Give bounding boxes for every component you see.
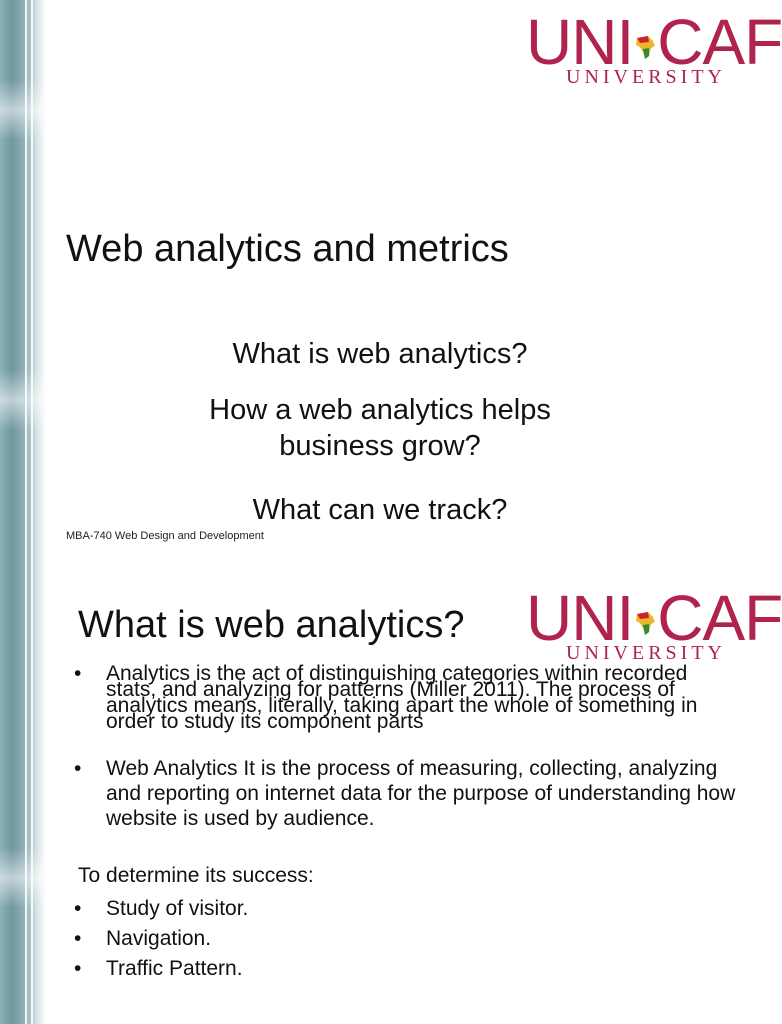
unicaf-logo	[526, 6, 782, 89]
bullet-icon: •	[74, 897, 82, 920]
slide-2	[0, 548, 782, 1024]
subtitle-line: How a web analytics helps business grow?	[209, 394, 551, 462]
success-list	[72, 896, 742, 981]
logo-subtitle: UNIVERSITY	[566, 642, 726, 664]
bullet-text: Web Analytics It is the process of measuring, collecting, analyzing and reporting on internet data for the purpose of understanding how website is used by audience.	[106, 757, 736, 830]
subtitle-line: What is web analytics?	[232, 338, 528, 370]
bullet-text: Traffic Pattern.	[106, 957, 243, 980]
list-item	[72, 896, 742, 921]
list-item	[72, 756, 742, 831]
bullet-icon: •	[74, 757, 82, 780]
stripe-line	[25, 548, 27, 1024]
bullet-icon: •	[74, 957, 82, 980]
africa-map-icon	[634, 610, 656, 636]
definition-list	[72, 756, 742, 831]
slide-title: Web analytics and metrics	[66, 228, 509, 270]
logo-text-right: CAF	[657, 6, 782, 78]
logo-text-left: UNI	[526, 582, 634, 654]
list-item	[72, 956, 742, 981]
bullet-text: Analytics is the act of distinguishing categories within recorded stats, and analyzing for patterns (Miller 2011). The process of analytics means, literally, taking apart the whole of something in order to study its component parts	[106, 662, 698, 733]
slide-title: What is web analytics?	[78, 604, 465, 646]
stripe-glow	[0, 80, 46, 140]
slide-footer: MBA-740 Web Design and Development	[66, 530, 264, 542]
decorative-stripe	[0, 0, 46, 548]
stripe-glow	[0, 848, 46, 908]
unicaf-logo	[526, 582, 782, 665]
logo-subtitle: UNIVERSITY	[566, 66, 726, 88]
list-item	[72, 662, 742, 733]
lead-text: To determine its success:	[78, 864, 314, 887]
subtitle-line: What can we track?	[252, 494, 508, 526]
decorative-stripe	[0, 548, 46, 1024]
list-item	[72, 926, 742, 951]
stripe-line	[31, 548, 33, 1024]
stripe-glow	[0, 370, 46, 430]
bullet-icon: •	[74, 927, 82, 950]
definition-list	[72, 662, 742, 733]
bullet-icon: •	[74, 662, 82, 685]
bullet-text: Study of visitor.	[106, 897, 249, 920]
logo-text-left: UNI	[526, 6, 634, 78]
africa-map-icon	[634, 34, 656, 60]
logo-text-right: CAF	[657, 582, 782, 654]
bullet-text: Navigation.	[106, 927, 212, 950]
